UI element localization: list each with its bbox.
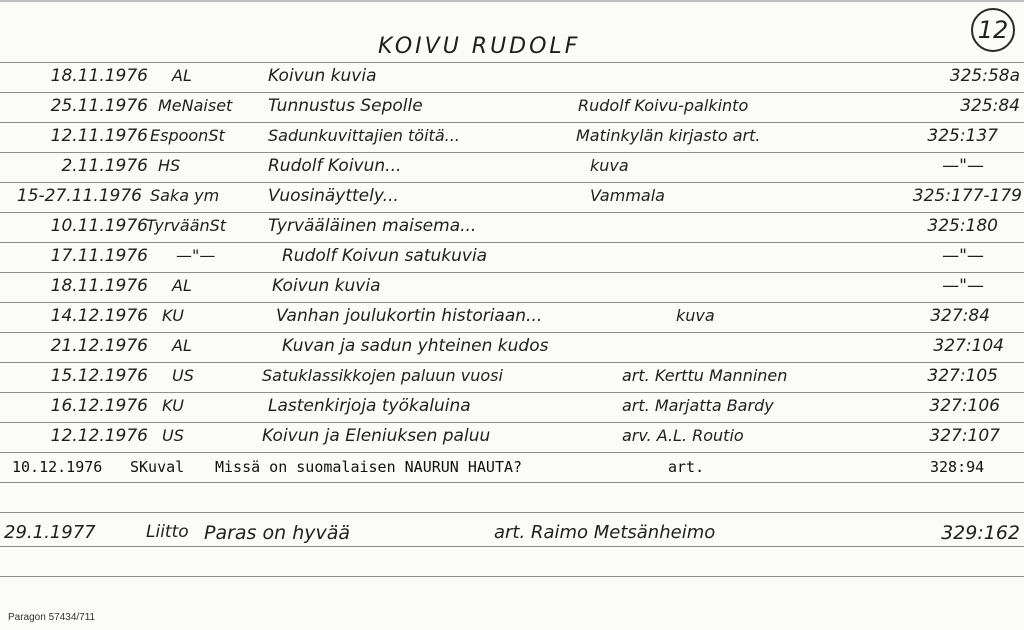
- entry-row: [0, 396, 1024, 420]
- ruled-line: [0, 182, 1024, 183]
- entry-title: Tunnustus Sepolle: [268, 96, 423, 116]
- entry-title: Tyrvääläinen maisema...: [268, 216, 477, 236]
- entry-date: 12.11.1976: [50, 126, 148, 146]
- entry-ref: —"—: [942, 246, 984, 266]
- entry-row: [0, 336, 1024, 360]
- ruled-line: [0, 392, 1024, 393]
- entry-ref: 325:180: [927, 216, 998, 236]
- entry-ref: 325:84: [960, 96, 1020, 116]
- entry-title: Koivun ja Eleniuksen paluu: [262, 426, 491, 446]
- entry-ref: 327:107: [929, 426, 1000, 446]
- entry-date: 18.11.1976: [50, 276, 148, 296]
- ruled-line: [0, 546, 1024, 547]
- entry-ref: 325:58a: [949, 66, 1020, 86]
- entry-row: [0, 276, 1024, 300]
- entry-row: [0, 96, 1024, 120]
- entry-title: Rudolf Koivun satukuvia: [282, 246, 488, 266]
- ruled-line: [0, 422, 1024, 423]
- entry-date: 16.12.1976: [50, 396, 148, 416]
- entry-row: [0, 66, 1024, 90]
- entry-date: 18.11.1976: [50, 66, 148, 86]
- ruled-line: [0, 482, 1024, 483]
- entry-note: Rudolf Koivu-palkinto: [578, 96, 749, 115]
- entry-title: Koivun kuvia: [272, 276, 381, 296]
- ruled-line: [0, 512, 1024, 513]
- typed-entry-title: Missä on suomalaisen NAURUN HAUTA?: [215, 458, 523, 476]
- ruled-line: [0, 272, 1024, 273]
- typed-entry-ref: 328:94: [930, 458, 985, 476]
- entry-source: AL: [172, 66, 192, 85]
- entry-source: TyrväänSt: [146, 216, 227, 235]
- entry-source: US: [172, 366, 194, 385]
- card-number-badge: 12: [971, 8, 1015, 52]
- entry-row: [0, 306, 1024, 330]
- entry-date: 14.12.1976: [50, 306, 148, 326]
- entry-note: kuva: [676, 306, 715, 325]
- entry-note: kuva: [590, 156, 629, 175]
- entry-date: 10.11.1976: [50, 216, 148, 236]
- entry-source: KU: [162, 306, 184, 325]
- entry-source: AL: [172, 336, 192, 355]
- entry-date: 15.12.1976: [50, 366, 148, 386]
- ruled-line: [0, 212, 1024, 213]
- entry-source: HS: [158, 156, 181, 175]
- entry-date: 12.12.1976: [50, 426, 148, 446]
- entry-note: art. Kerttu Manninen: [622, 366, 788, 385]
- entry-row: [0, 156, 1024, 180]
- entry-ref: 325:137: [927, 126, 998, 146]
- ruled-line: [0, 152, 1024, 153]
- entry-row: [0, 216, 1024, 240]
- entry-ref: 327:105: [927, 366, 998, 386]
- entry-source: —"—: [176, 246, 216, 265]
- typed-entry-row: [0, 458, 1024, 482]
- entry-title: Sadunkuvittajien töitä...: [268, 126, 460, 145]
- entry-row: [0, 426, 1024, 450]
- entry-date: 25.11.1976: [50, 96, 148, 116]
- typed-entry-date: 10.12.1976: [12, 458, 103, 476]
- entry-title: Rudolf Koivun...: [268, 156, 402, 176]
- card-top-edge: [0, 0, 1024, 2]
- entry-ref: 327:106: [929, 396, 1000, 416]
- ruled-line: [0, 122, 1024, 123]
- entry-source: MeNaiset: [158, 96, 233, 115]
- entry-source: EspoonSt: [150, 126, 225, 145]
- entry-note: Matinkylän kirjasto art.: [576, 126, 761, 145]
- ruled-line: [0, 62, 1024, 63]
- entry-row: [0, 126, 1024, 150]
- card-heading: KOIVU RUDOLF: [378, 34, 581, 59]
- entry-note: art. Raimo Metsänheimo: [494, 522, 716, 543]
- ruled-line: [0, 92, 1024, 93]
- entry-ref: 327:84: [930, 306, 990, 326]
- ruled-line: [0, 362, 1024, 363]
- entry-ref: 327:104: [933, 336, 1004, 356]
- entry-date: 2.11.1976: [61, 156, 148, 176]
- entry-date: 17.11.1976: [50, 246, 148, 266]
- entry-title: Paras on hyvää: [204, 522, 351, 544]
- entry-date: 29.1.1977: [4, 522, 96, 543]
- card-print-code: Paragon 57434/711: [8, 612, 96, 623]
- entry-source: Liitto: [146, 522, 189, 542]
- entry-note: arv. A.L. Routio: [622, 426, 744, 445]
- entry-title: Satuklassikkojen paluun vuosi: [262, 366, 503, 385]
- entry-title: Koivun kuvia: [268, 66, 377, 86]
- ruled-line: [0, 332, 1024, 333]
- entry-title: Vanhan joulukortin historiaan...: [276, 306, 543, 326]
- entry-note: Vammala: [590, 186, 665, 205]
- entry-date: 15-27.11.1976: [16, 186, 142, 206]
- entry-ref: 329:162: [941, 522, 1020, 544]
- ruled-line: [0, 452, 1024, 453]
- entry-source: Saka ym: [150, 186, 220, 205]
- entry-title: Vuosinäyttely...: [268, 186, 399, 206]
- entry-ref: —"—: [942, 156, 984, 176]
- typed-entry-source: SKuval: [130, 458, 185, 476]
- entry-row: [0, 522, 1024, 546]
- ruled-line: [0, 242, 1024, 243]
- entry-source: KU: [162, 396, 184, 415]
- entry-date: 21.12.1976: [50, 336, 148, 356]
- entry-source: US: [162, 426, 184, 445]
- entry-note: art. Marjatta Bardy: [622, 396, 774, 415]
- typed-entry-note: art.: [668, 458, 705, 476]
- ruled-line: [0, 302, 1024, 303]
- ruled-line: [0, 576, 1024, 577]
- entry-row: [0, 366, 1024, 390]
- entry-title: Kuvan ja sadun yhteinen kudos: [282, 336, 549, 356]
- entry-source: AL: [172, 276, 192, 295]
- entry-title: Lastenkirjoja työkaluina: [268, 396, 471, 416]
- entry-row: [0, 186, 1024, 210]
- entry-ref: —"—: [942, 276, 984, 296]
- entry-ref: 325:177-179: [912, 186, 1022, 206]
- entry-row: [0, 246, 1024, 270]
